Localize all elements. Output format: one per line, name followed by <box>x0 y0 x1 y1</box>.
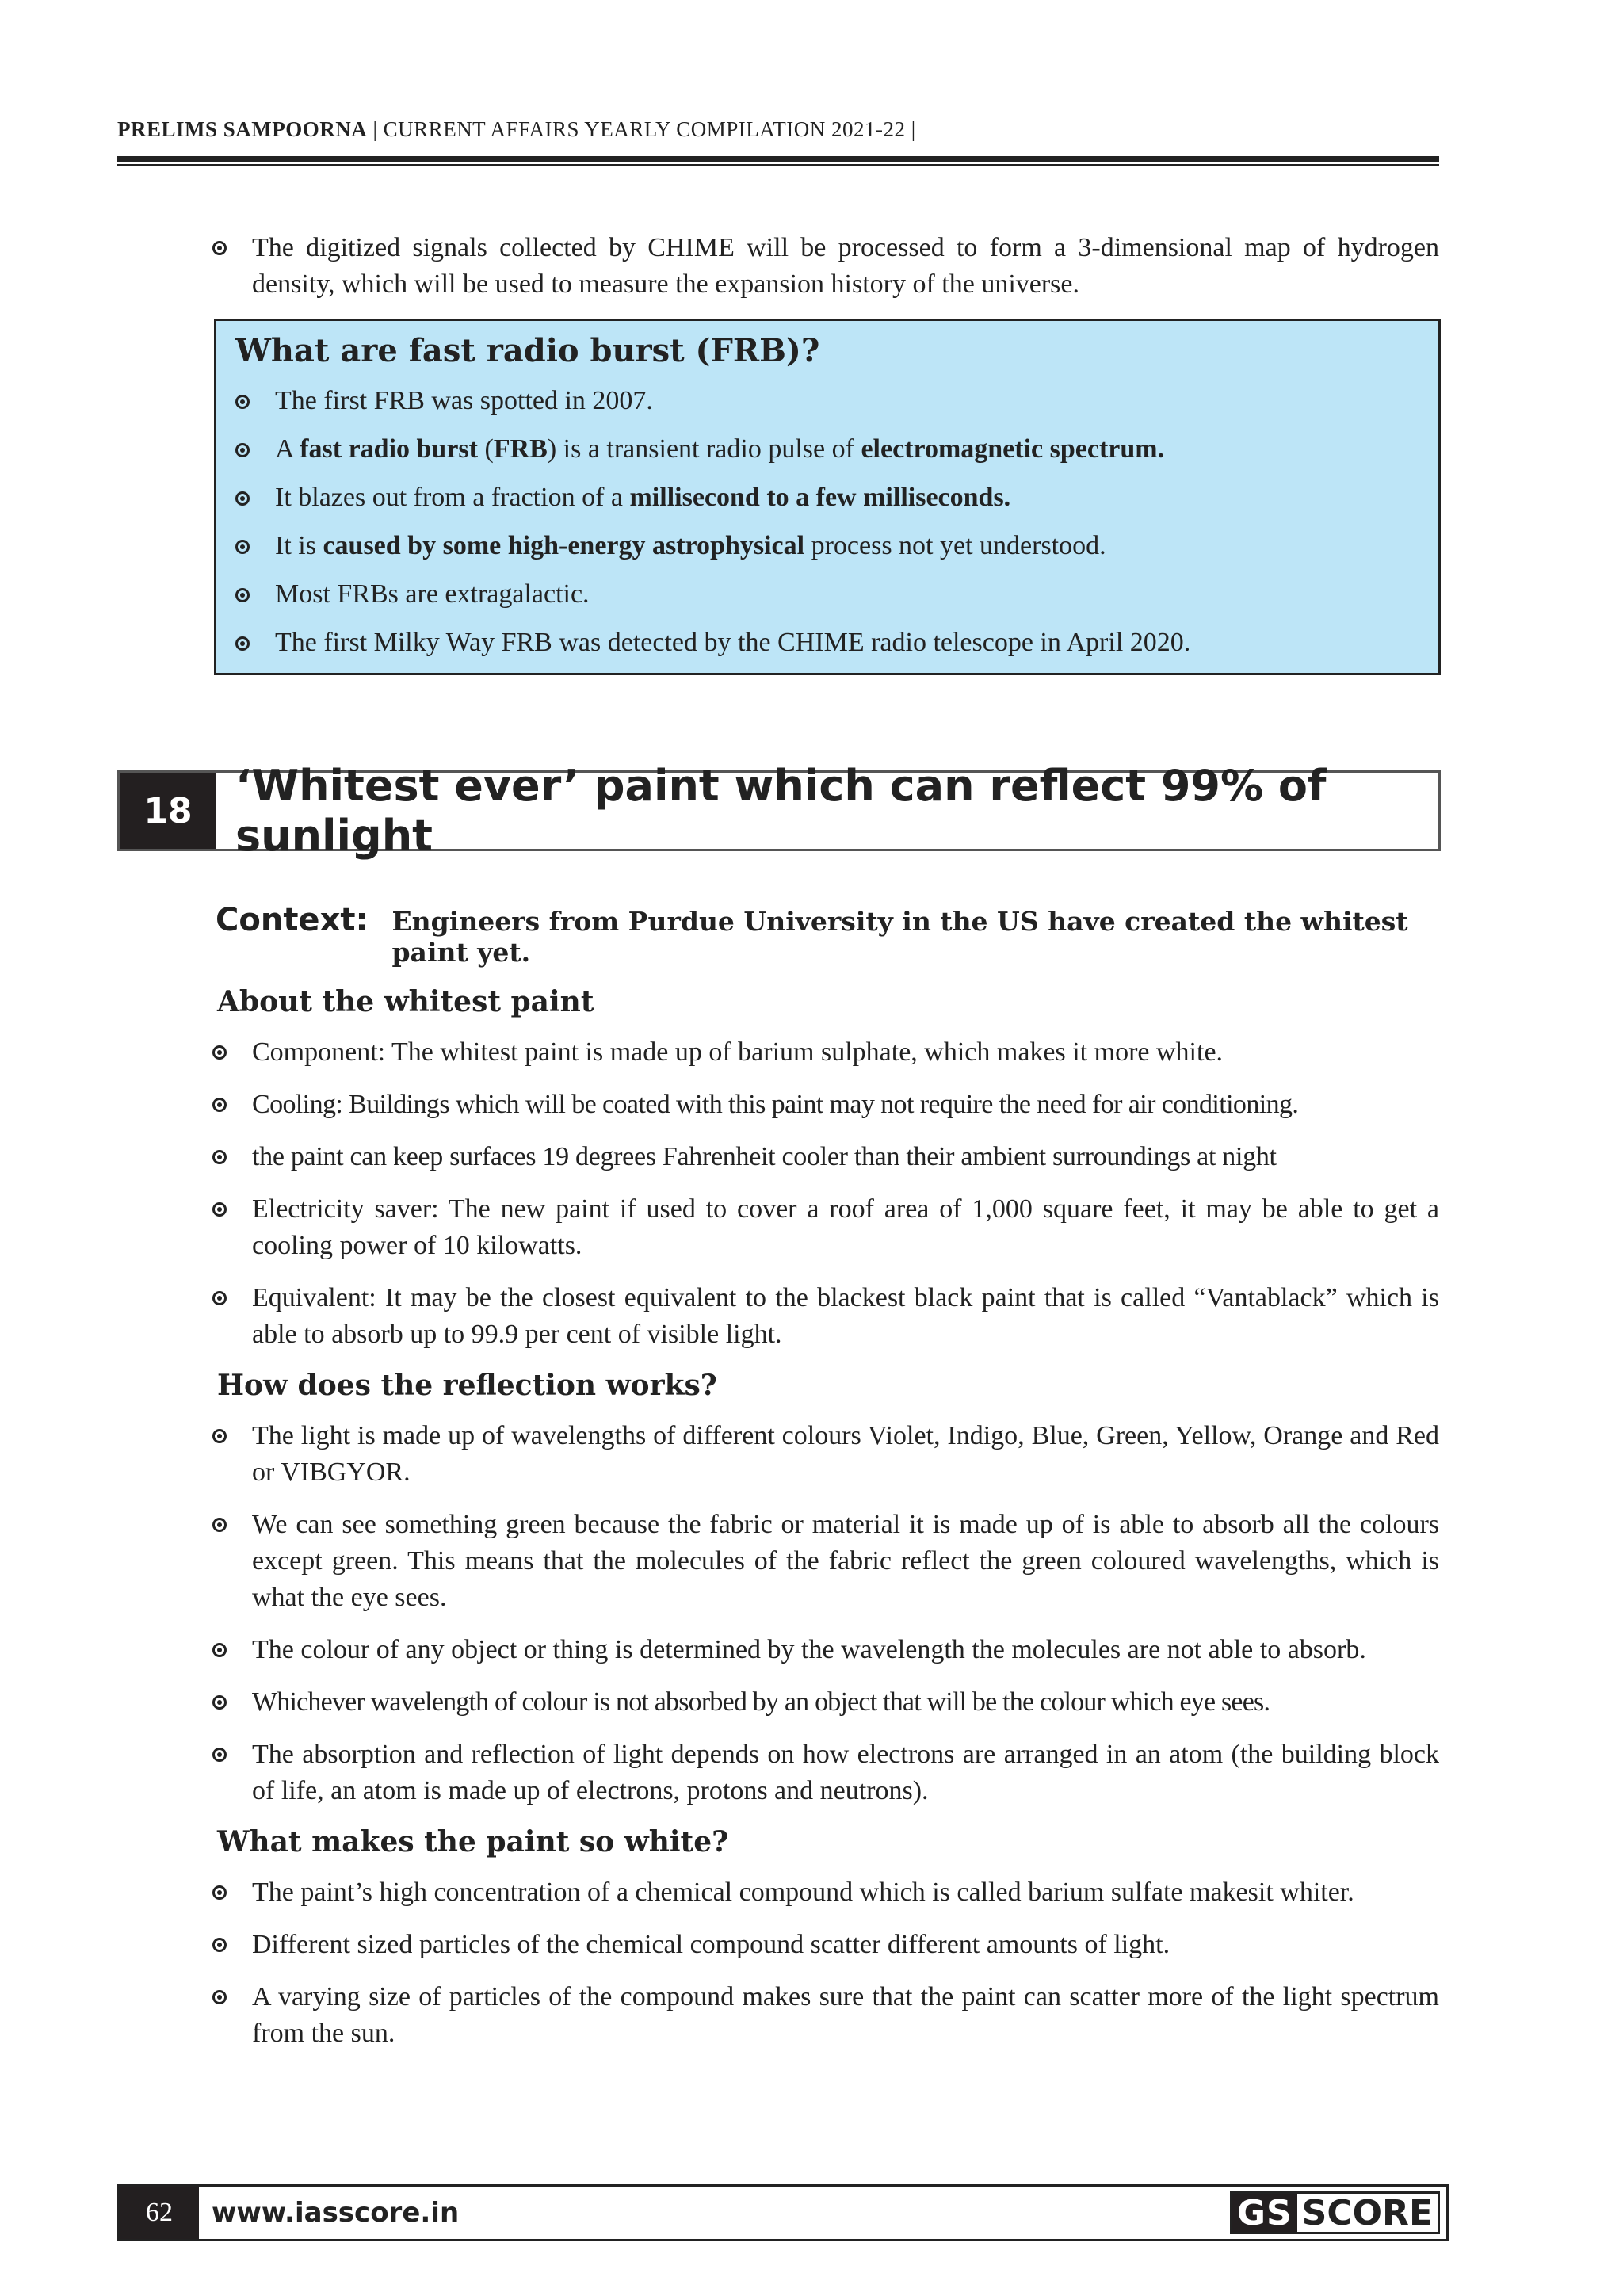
text-run: It blazes out from a fraction of a <box>275 483 630 512</box>
text-run: process not yet understood. <box>804 531 1106 560</box>
list-item <box>235 384 1419 418</box>
bullet-icon <box>212 1990 227 2004</box>
bullet-icon <box>212 1748 227 1762</box>
header-rule-thin <box>117 164 1439 166</box>
header-text <box>117 117 1439 142</box>
text-run: A <box>275 434 300 464</box>
reflection-list <box>117 1418 1439 1809</box>
list-item <box>117 1979 1439 2052</box>
list-item-text: The light is made up of wavelengths of different colours Violet, Indigo, Blue, Green, Yellow, Orange and Red or VIBGYOR. <box>252 1421 1439 1487</box>
frb-list <box>235 384 1419 660</box>
bullet-icon <box>235 636 250 651</box>
list-item <box>117 1034 1439 1071</box>
logo-score: SCORE <box>1301 2192 1433 2233</box>
bullet-icon <box>212 1150 227 1164</box>
list-item-text: The first FRB was spotted in 2007. <box>275 386 653 415</box>
list-item <box>235 577 1419 612</box>
text-run: It is <box>275 531 323 560</box>
list-item <box>117 1927 1439 1963</box>
text-run: ( <box>477 434 494 464</box>
header-rest: | CURRENT AFFAIRS YEARLY COMPILATION 2021-22 | <box>367 117 916 141</box>
list-item <box>117 1191 1439 1264</box>
bullet-icon <box>235 491 250 506</box>
text-run-bold: caused by some high-energy astrophysical <box>323 531 805 560</box>
gsscore-logo <box>1230 2191 1440 2234</box>
list-item <box>117 1418 1439 1491</box>
bullet-icon <box>212 1098 227 1112</box>
context-label: Context: <box>216 902 369 938</box>
list-item-text: Most FRBs are extragalactic. <box>275 579 590 609</box>
section-title: ‘Whitest ever’ paint which can reflect 99% of sunlight <box>235 761 1327 861</box>
list-item <box>117 230 1439 303</box>
list-item <box>117 1087 1439 1123</box>
section-heading <box>117 761 1441 861</box>
list-item <box>235 432 1419 467</box>
list-item <box>117 1874 1439 1911</box>
list-item-text: We can see something green because the fabric or material it is made up of is able to absorb all the colours except green. This means that the molecules of the fabric reflect the green coloured wavelengths, which is what the eye sees. <box>252 1510 1439 1612</box>
page-header <box>117 117 1439 166</box>
list-item-text: Cooling: Buildings which will be coated with this paint may not require the need for air conditioning. <box>252 1090 1299 1119</box>
bullet-icon <box>212 1045 227 1060</box>
bullet-icon <box>235 395 250 409</box>
frb-box-title: What are fast radio burst (FRB)? <box>235 332 820 369</box>
footer-website: www.iasscore.in <box>212 2197 460 2229</box>
text-run-bold: fast radio burst <box>300 434 478 464</box>
list-item <box>117 1632 1439 1668</box>
text-run-bold: electromagnetic spectrum. <box>861 434 1165 464</box>
list-item-text: The digitized signals collected by CHIME will be processed to form a 3-dimensional map of hydrogen density, which will be used to measure the expansion history of the universe. <box>252 233 1439 299</box>
bullet-icon <box>212 1202 227 1217</box>
list-item-text: Component: The whitest paint is made up of barium sulphate, which makes it more white. <box>252 1037 1224 1067</box>
header-bold: PRELIMS SAMPOORNA <box>117 117 368 141</box>
bullet-icon <box>212 1291 227 1305</box>
list-item <box>117 1736 1439 1809</box>
bullet-icon <box>235 588 250 602</box>
frb-info-box <box>214 319 1441 675</box>
list-item <box>235 480 1419 515</box>
content-top <box>117 230 1439 675</box>
section-number: 18 <box>120 773 216 849</box>
page-footer <box>117 2184 1449 2241</box>
bullet-icon <box>212 1885 227 1900</box>
list-item-text: The first Milky Way FRB was detected by the CHIME radio telescope in April 2020. <box>275 628 1191 657</box>
list-item-text: Different sized particles of the chemical compound scatter different amounts of light. <box>252 1930 1170 1959</box>
list-item-text: the paint can keep surfaces 19 degrees Fahrenheit cooler than their ambient surroundings at night <box>252 1142 1277 1171</box>
list-item <box>117 1280 1439 1353</box>
list-item-text: Equivalent: It may be the closest equivalent to the blackest black paint that is called “Vantablack” which is able to absorb up to 99.9 per cent of visible light. <box>252 1283 1439 1349</box>
bullet-icon <box>235 540 250 554</box>
bullet-icon <box>212 1643 227 1657</box>
bullet-icon <box>212 1429 227 1443</box>
list-item-text: The paint’s high concentration of a chemical compound which is called barium sulfate makesit whiter. <box>252 1878 1354 1907</box>
bullet-icon <box>212 1695 227 1710</box>
about-list <box>117 1034 1439 1353</box>
page-number: 62 <box>120 2187 199 2239</box>
list-item <box>235 625 1419 660</box>
list-item-text: The absorption and reflection of light depends on how electrons are arranged in an atom (the building block of life, an atom is made up of electrons, protons and neutrons). <box>252 1740 1439 1805</box>
list-item-text: Whichever wavelength of colour is not absorbed by an object that will be the colour which eye sees. <box>252 1687 1270 1717</box>
text-run-bold: FRB <box>493 434 548 464</box>
logo-gs: GS <box>1232 2194 1297 2232</box>
context-line <box>216 902 1439 968</box>
list-item-text: The colour of any object or thing is determined by the wavelength the molecules are not able to absorb. <box>252 1635 1366 1664</box>
list-item <box>117 1507 1439 1616</box>
list-item <box>117 1139 1439 1175</box>
list-item-text: Electricity saver: The new paint if used to cover a roof area of 1,000 square feet, it may be able to get a cooling power of 10 kilowatts. <box>252 1194 1439 1260</box>
context-text: Engineers from Purdue University in the US have created the whitest paint yet. <box>391 906 1408 968</box>
list-item <box>235 529 1419 563</box>
bullet-icon <box>212 1518 227 1532</box>
bullet-icon <box>212 241 227 255</box>
white-list <box>117 1874 1439 2052</box>
subheading-about: About the whitest paint <box>217 985 594 1018</box>
text-run-bold: millisecond to a few milliseconds. <box>629 483 1011 512</box>
subheading-reflection: How does the reflection works? <box>217 1369 717 1402</box>
list-item <box>117 1684 1439 1721</box>
bullet-icon <box>235 443 250 457</box>
bullet-icon <box>212 1938 227 1952</box>
list-item-text: A varying size of particles of the compound makes sure that the paint can scatter more of the light spectrum from the sun. <box>252 1982 1439 2048</box>
section-body <box>117 902 1439 2068</box>
intro-list <box>117 230 1439 303</box>
subheading-white: What makes the paint so white? <box>217 1825 729 1859</box>
header-rule-thick <box>117 156 1439 162</box>
text-run: ) is a transient radio pulse of <box>547 434 861 464</box>
